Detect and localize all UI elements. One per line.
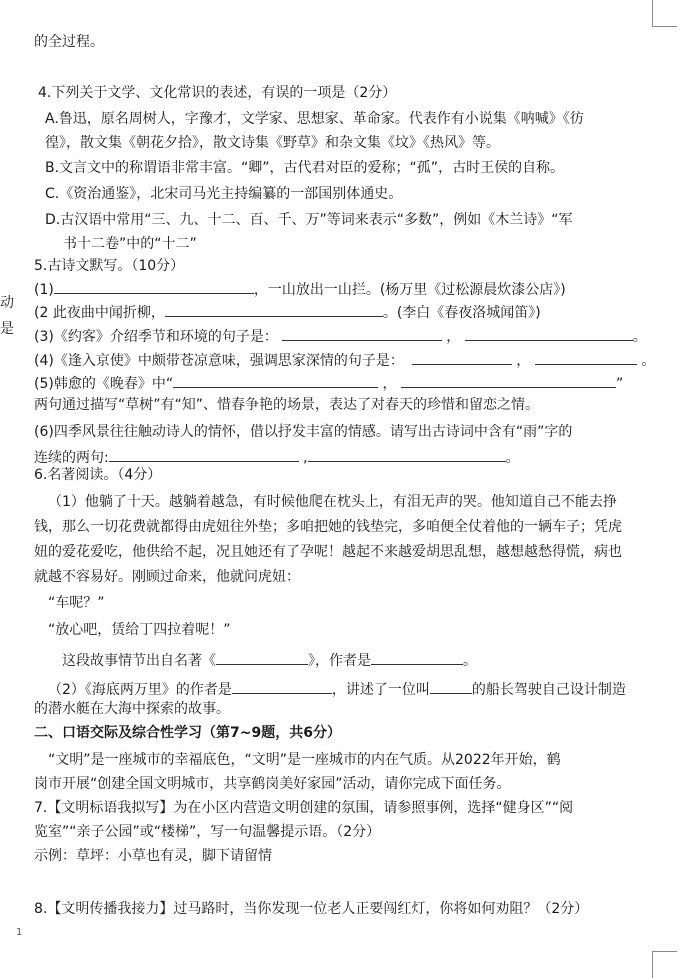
margin-char-2: 是 [0, 321, 14, 337]
q5-item5: (5)韩愈的《晚春》中“ ， ” [34, 373, 623, 393]
q5-item2-text-b: 。(李白《春夜洛城闻笛》) [382, 305, 541, 321]
q5-item3-text: (3)《约客》介绍季节和环境的句子是： [34, 329, 278, 345]
q5-item1-blank[interactable] [54, 279, 254, 294]
q5-item4: (4)《逢入京使》中颇带苍凉意味，强调思家深情的句子是： ， 。 [34, 350, 655, 370]
intro-tail-text: 的全过程。 [34, 34, 104, 50]
q6-part2-text-c: 的船长驾驶自己设计制造 [471, 682, 626, 698]
q5-item6-line2: 连续的两句: , 。 [34, 447, 520, 467]
q6-part2-author-blank[interactable] [232, 679, 332, 694]
q5-item4-blank-1[interactable] [412, 350, 512, 365]
q4-option-d-line2: 书十二卷”中的“十二” [63, 236, 197, 252]
q6-part2-text-a: （2）《海底两万里》的作者是 [48, 682, 232, 698]
q6-passage-line4: 就越不容易好。刚顾过命来，他就问虎妞： [34, 569, 300, 585]
page-corner-mark-top [652, 0, 677, 27]
q4-option-b: B.文言文中的称谓语非常丰富。“卿”，古代君对臣的爱称；“孤”，古时王侯的自称。 [45, 160, 565, 176]
q6-passage-line3: 妞的爱花爱吃，他供给不起，况且她还有了孕呢！越起不来越爱胡思乱想，越想越愁得慌，病也 [34, 544, 622, 560]
q5-item2-text-a: 此夜曲中闻折柳， [52, 305, 165, 321]
q5-item5-text: (5)韩愈的《晚春》中“ [34, 376, 174, 392]
q6-passage-line2: 钱，那么一切花费就都得由虎妞往外垫；多咱把她的钱垫完，多咱便全仗着他的一辆车子；凭虎 [34, 519, 622, 535]
q5-item4-blank-2[interactable] [535, 350, 637, 365]
q7-example: 示例：草坪：小草也有灵，脚下请留情 [34, 848, 272, 864]
page-number: 1 [16, 927, 23, 938]
q7-line1: 7.【文明标语我拟写】为在小区内营造文明创建的氛围，请参照事例，选择“健身区”“阅 [34, 800, 574, 816]
q5-item5-blank-1[interactable] [173, 373, 378, 388]
q4-stem: 4.下列关于文学、文化常识的表述，有误的一项是（2分） [38, 85, 397, 101]
q4-option-a-line2: 徨》，散文集《朝花夕拾》，散文诗集《野草》和杂文集《坟》《热风》等。 [45, 135, 500, 151]
q6-author-blank[interactable] [371, 650, 463, 665]
q5-item6-blank-2[interactable] [308, 447, 506, 462]
q6-quote2: “放心吧，赁给丁四拉着呢！” [48, 622, 231, 638]
q5-item1-number: (1) [34, 282, 54, 298]
q5-item4-text: (4)《逢入京使》中颇带苍凉意味，强调思家深情的句子是： [34, 353, 404, 369]
q6-part2-text-b: ，讲述了一位叫 [331, 682, 430, 698]
q6-fill-text-a: 这段故事情节出自名著《 [62, 653, 216, 669]
q6-book-blank[interactable] [216, 650, 308, 665]
margin-char-1: 动 [0, 295, 14, 311]
q4-option-a-line1: A.鲁迅，原名周树人，字豫才，文学家、思想家、革命家。代表作有小说集《呐喊》《彷 [45, 111, 584, 127]
section2-title: 二、口语交际及综合性学习（第7~9题，共6分） [34, 725, 341, 741]
q5-item6-line1: (6)四季风景往往触动诗人的情怀，借以抒发丰富的情感。请写出古诗词中含有“雨”字的 [34, 424, 573, 440]
q6-quote1: “车呢？” [48, 595, 105, 611]
q6-fill-line: 这段故事情节出自名著《 》，作者是 。 [62, 650, 477, 670]
q5-item5-tail: 两句通过描写“草树”有“知”、惜春争艳的场景，表达了对春天的珍惜和留恋之情。 [34, 397, 540, 413]
q5-item1 [34, 279, 566, 299]
q6-fill-text-b: 》，作者是 [308, 653, 371, 669]
q8-line1: 8.【文明传播我接力】过马路时，当你发现一位老人正要闯红灯，你将如何劝阻？（2分） [34, 901, 589, 917]
q5-stem: 5.古诗文默写。（10分） [34, 258, 185, 274]
q6-part2-line1 [48, 679, 626, 699]
q5-item6-blank-1[interactable] [109, 447, 299, 462]
q6-stem: 6.名著阅读。（4分） [34, 467, 162, 483]
q6-part2-captain-blank[interactable] [430, 679, 472, 694]
q5-item3: (3)《约客》介绍季节和环境的句子是： ， 。 [34, 326, 647, 346]
q5-item3-blank-1[interactable] [282, 326, 442, 341]
q5-item6-label: 连续的两句: [34, 450, 109, 466]
q5-item3-blank-2[interactable] [465, 326, 633, 341]
q5-item2-blank[interactable] [165, 302, 383, 317]
section2-intro-line1: “文明”是一座城市的幸福底色，“文明”是一座城市的内在气质。从2022年开始，鹤 [48, 752, 561, 768]
section2-intro-line2: 岗市开展“创建全国文明城市，共享鹤岗美好家园”活动，请你完成下面任务。 [34, 776, 511, 792]
q6-part2-line2: 的潜水艇在大海中探索的故事。 [34, 701, 230, 717]
page-corner-mark-bottom [652, 951, 677, 978]
q5-item5-blank-2[interactable] [401, 373, 616, 388]
q5-item2 [34, 302, 541, 322]
q5-item1-text: ，一山放出一山拦。(杨万里《过松源晨炊漆公店》) [253, 282, 566, 298]
q4-option-c: C.《资治通鉴》，北宋司马光主持编纂的一部国别体通史。 [45, 186, 403, 202]
q7-line2: 览室”“亲子公园”或“楼梯”，写一句温馨提示语。（2分） [34, 824, 381, 840]
q4-option-d-line1: D.古汉语中常用“三、九、十二、百、千、万”等词来表示“多数”，例如《木兰诗》“军 [45, 212, 573, 228]
q5-item2-number: (2 [34, 305, 49, 321]
q6-passage-line1: （1）他躺了十天。越躺着越急，有时候他爬在枕头上，有泪无声的哭。他知道自己不能去挣 [48, 494, 617, 510]
